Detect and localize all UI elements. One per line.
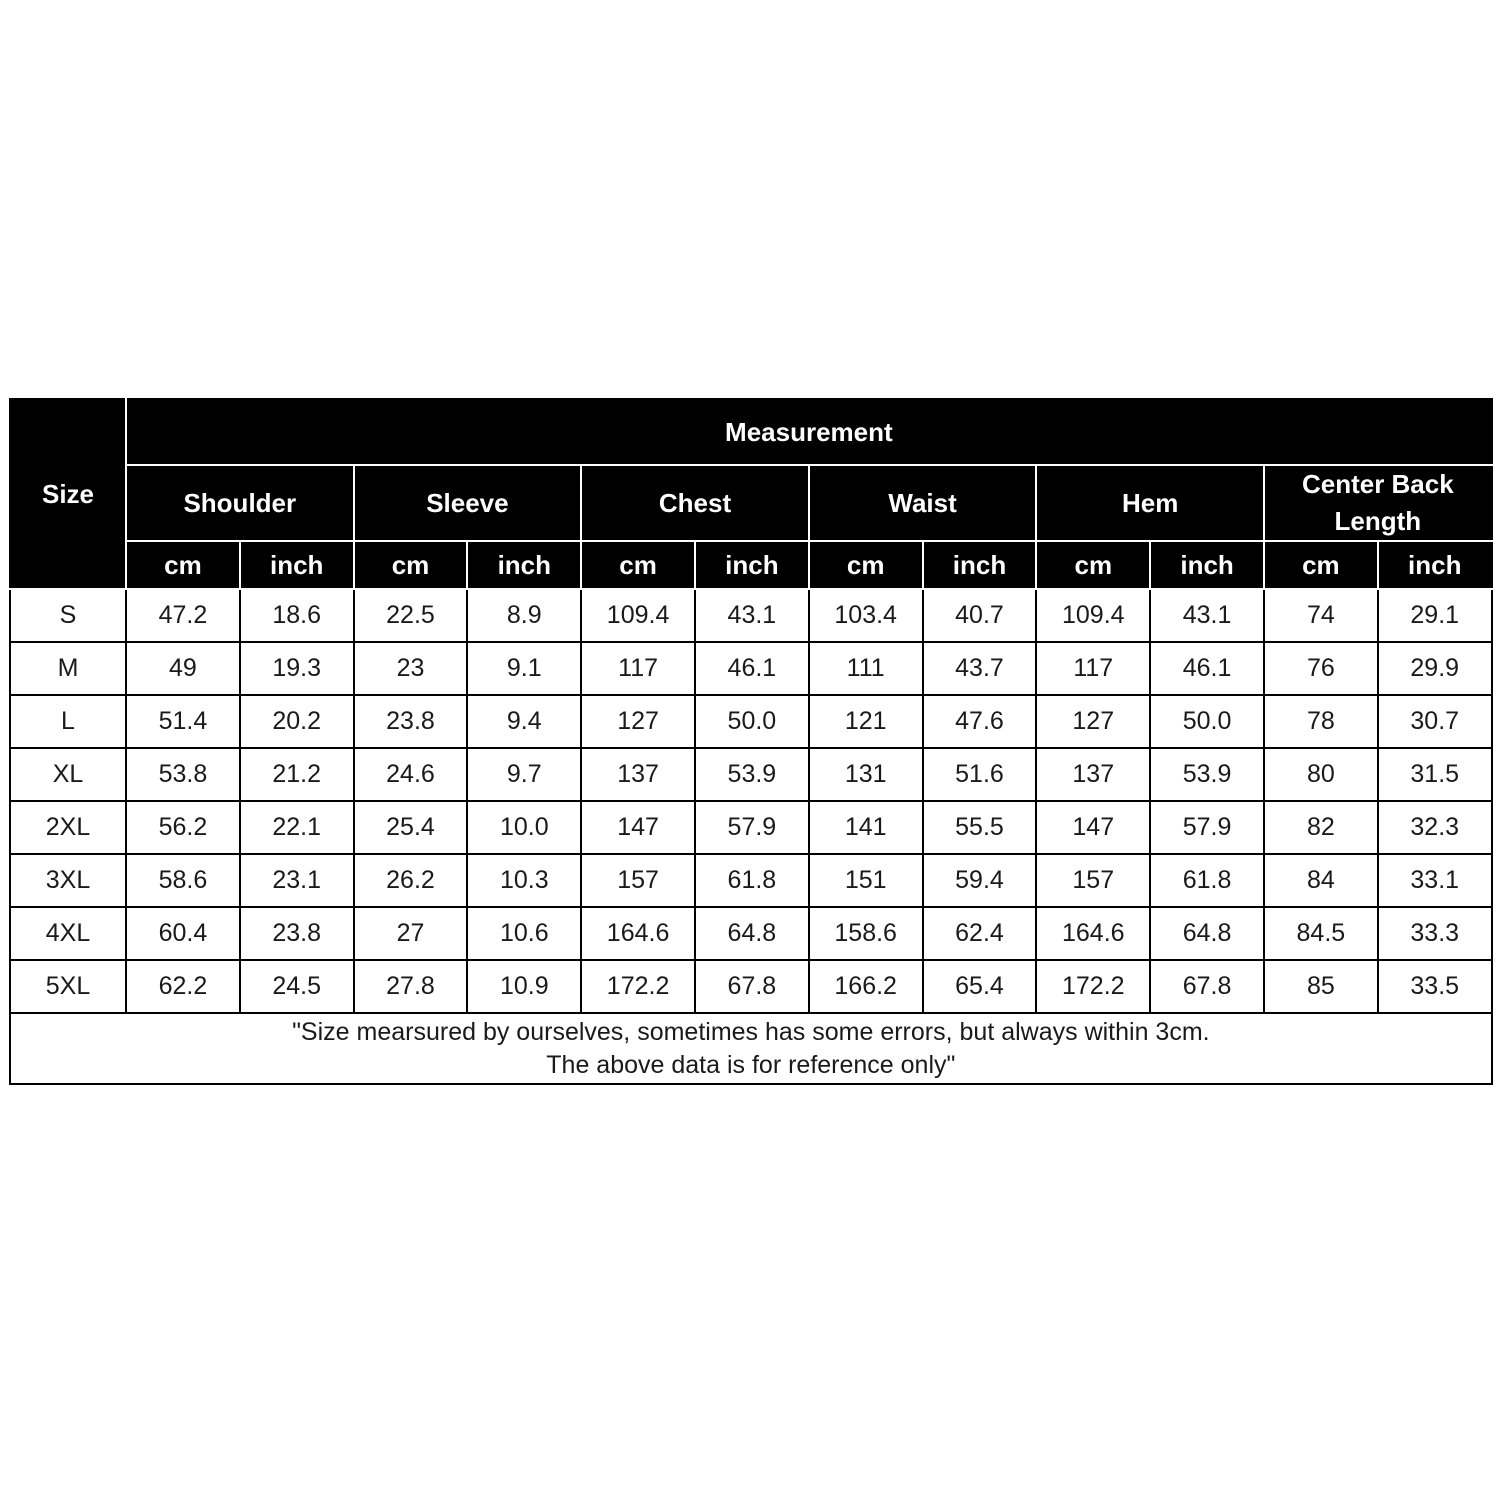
unit-header-inch: inch xyxy=(467,541,581,589)
value-cell: 18.6 xyxy=(240,589,354,642)
value-cell: 61.8 xyxy=(1150,854,1264,907)
value-cell: 56.2 xyxy=(126,801,240,854)
size-chart-table xyxy=(9,398,1493,1085)
unit-header-cm: cm xyxy=(581,541,695,589)
value-cell: 30.7 xyxy=(1378,695,1492,748)
value-cell: 147 xyxy=(1036,801,1150,854)
size-column-header: Size xyxy=(10,399,126,589)
value-cell: 80 xyxy=(1264,748,1378,801)
value-cell: 172.2 xyxy=(1036,960,1150,1013)
unit-header-cm: cm xyxy=(1264,541,1378,589)
value-cell: 147 xyxy=(581,801,695,854)
value-cell: 157 xyxy=(581,854,695,907)
size-cell: 5XL xyxy=(10,960,126,1013)
value-cell: 137 xyxy=(1036,748,1150,801)
value-cell: 33.5 xyxy=(1378,960,1492,1013)
value-cell: 62.2 xyxy=(126,960,240,1013)
unit-header-cm: cm xyxy=(126,541,240,589)
value-cell: 21.2 xyxy=(240,748,354,801)
value-cell: 50.0 xyxy=(695,695,809,748)
measurement-header: Measurement xyxy=(126,399,1492,465)
value-cell: 53.8 xyxy=(126,748,240,801)
value-cell: 47.6 xyxy=(923,695,1037,748)
value-cell: 10.9 xyxy=(467,960,581,1013)
value-cell: 64.8 xyxy=(1150,907,1264,960)
value-cell: 10.6 xyxy=(467,907,581,960)
value-cell: 9.7 xyxy=(467,748,581,801)
value-cell: 62.4 xyxy=(923,907,1037,960)
value-cell: 76 xyxy=(1264,642,1378,695)
value-cell: 40.7 xyxy=(923,589,1037,642)
value-cell: 49 xyxy=(126,642,240,695)
value-cell: 164.6 xyxy=(581,907,695,960)
value-cell: 109.4 xyxy=(581,589,695,642)
value-cell: 29.1 xyxy=(1378,589,1492,642)
value-cell: 9.1 xyxy=(467,642,581,695)
value-cell: 51.6 xyxy=(923,748,1037,801)
value-cell: 23.8 xyxy=(354,695,468,748)
value-cell: 131 xyxy=(809,748,923,801)
size-cell: 4XL xyxy=(10,907,126,960)
value-cell: 33.1 xyxy=(1378,854,1492,907)
value-cell: 172.2 xyxy=(581,960,695,1013)
value-cell: 8.9 xyxy=(467,589,581,642)
value-cell: 109.4 xyxy=(1036,589,1150,642)
value-cell: 117 xyxy=(581,642,695,695)
value-cell: 46.1 xyxy=(695,642,809,695)
value-cell: 117 xyxy=(1036,642,1150,695)
table-row xyxy=(10,907,1492,960)
value-cell: 50.0 xyxy=(1150,695,1264,748)
value-cell: 84.5 xyxy=(1264,907,1378,960)
value-cell: 57.9 xyxy=(1150,801,1264,854)
value-cell: 23 xyxy=(354,642,468,695)
value-cell: 25.4 xyxy=(354,801,468,854)
value-cell: 67.8 xyxy=(695,960,809,1013)
value-cell: 43.1 xyxy=(695,589,809,642)
value-cell: 31.5 xyxy=(1378,748,1492,801)
group-header-sleeve: Sleeve xyxy=(354,465,582,541)
value-cell: 33.3 xyxy=(1378,907,1492,960)
table-row xyxy=(10,748,1492,801)
value-cell: 51.4 xyxy=(126,695,240,748)
value-cell: 9.4 xyxy=(467,695,581,748)
size-cell: M xyxy=(10,642,126,695)
value-cell: 53.9 xyxy=(695,748,809,801)
value-cell: 23.8 xyxy=(240,907,354,960)
size-cell: 2XL xyxy=(10,801,126,854)
size-cell: S xyxy=(10,589,126,642)
value-cell: 78 xyxy=(1264,695,1378,748)
size-rows xyxy=(10,589,1492,1013)
unit-header-row xyxy=(10,541,1492,589)
value-cell: 103.4 xyxy=(809,589,923,642)
value-cell: 127 xyxy=(581,695,695,748)
value-cell: 27.8 xyxy=(354,960,468,1013)
value-cell: 67.8 xyxy=(1150,960,1264,1013)
value-cell: 141 xyxy=(809,801,923,854)
value-cell: 23.1 xyxy=(240,854,354,907)
disclaimer-line-2: The above data is for reference only" xyxy=(546,1050,956,1079)
table-row xyxy=(10,960,1492,1013)
value-cell: 85 xyxy=(1264,960,1378,1013)
group-header-hem: Hem xyxy=(1036,465,1264,541)
value-cell: 10.3 xyxy=(467,854,581,907)
value-cell: 151 xyxy=(809,854,923,907)
value-cell: 157 xyxy=(1036,854,1150,907)
value-cell: 22.1 xyxy=(240,801,354,854)
unit-header-cm: cm xyxy=(354,541,468,589)
value-cell: 57.9 xyxy=(695,801,809,854)
size-cell: 3XL xyxy=(10,854,126,907)
unit-header-inch: inch xyxy=(695,541,809,589)
group-header-waist: Waist xyxy=(809,465,1037,541)
value-cell: 29.9 xyxy=(1378,642,1492,695)
value-cell: 59.4 xyxy=(923,854,1037,907)
value-cell: 137 xyxy=(581,748,695,801)
value-cell: 74 xyxy=(1264,589,1378,642)
unit-header-cm: cm xyxy=(809,541,923,589)
value-cell: 121 xyxy=(809,695,923,748)
group-header-shoulder: Shoulder xyxy=(126,465,354,541)
value-cell: 55.5 xyxy=(923,801,1037,854)
value-cell: 43.7 xyxy=(923,642,1037,695)
table-row xyxy=(10,801,1492,854)
value-cell: 26.2 xyxy=(354,854,468,907)
unit-header-inch: inch xyxy=(923,541,1037,589)
group-header-center-back-length: Center Back Length xyxy=(1264,465,1492,541)
table-row xyxy=(10,589,1492,642)
value-cell: 24.5 xyxy=(240,960,354,1013)
size-cell: XL xyxy=(10,748,126,801)
value-cell: 32.3 xyxy=(1378,801,1492,854)
size-cell: L xyxy=(10,695,126,748)
value-cell: 10.0 xyxy=(467,801,581,854)
table-row xyxy=(10,642,1492,695)
value-cell: 60.4 xyxy=(126,907,240,960)
value-cell: 111 xyxy=(809,642,923,695)
value-cell: 65.4 xyxy=(923,960,1037,1013)
value-cell: 19.3 xyxy=(240,642,354,695)
value-cell: 64.8 xyxy=(695,907,809,960)
table-row xyxy=(10,854,1492,907)
value-cell: 61.8 xyxy=(695,854,809,907)
value-cell: 82 xyxy=(1264,801,1378,854)
disclaimer-note xyxy=(10,1013,1492,1084)
value-cell: 43.1 xyxy=(1150,589,1264,642)
value-cell: 47.2 xyxy=(126,589,240,642)
value-cell: 22.5 xyxy=(354,589,468,642)
value-cell: 84 xyxy=(1264,854,1378,907)
unit-header-inch: inch xyxy=(1378,541,1492,589)
unit-header-inch: inch xyxy=(240,541,354,589)
group-header-chest: Chest xyxy=(581,465,809,541)
table-row xyxy=(10,695,1492,748)
value-cell: 53.9 xyxy=(1150,748,1264,801)
value-cell: 164.6 xyxy=(1036,907,1150,960)
value-cell: 20.2 xyxy=(240,695,354,748)
unit-header-inch: inch xyxy=(1150,541,1264,589)
unit-header-cm: cm xyxy=(1036,541,1150,589)
value-cell: 58.6 xyxy=(126,854,240,907)
value-cell: 127 xyxy=(1036,695,1150,748)
value-cell: 158.6 xyxy=(809,907,923,960)
value-cell: 46.1 xyxy=(1150,642,1264,695)
value-cell: 166.2 xyxy=(809,960,923,1013)
disclaimer-line-1: "Size mearsured by ourselves, sometimes has some errors, but always within 3cm. xyxy=(292,1017,1210,1046)
value-cell: 24.6 xyxy=(354,748,468,801)
value-cell: 27 xyxy=(354,907,468,960)
